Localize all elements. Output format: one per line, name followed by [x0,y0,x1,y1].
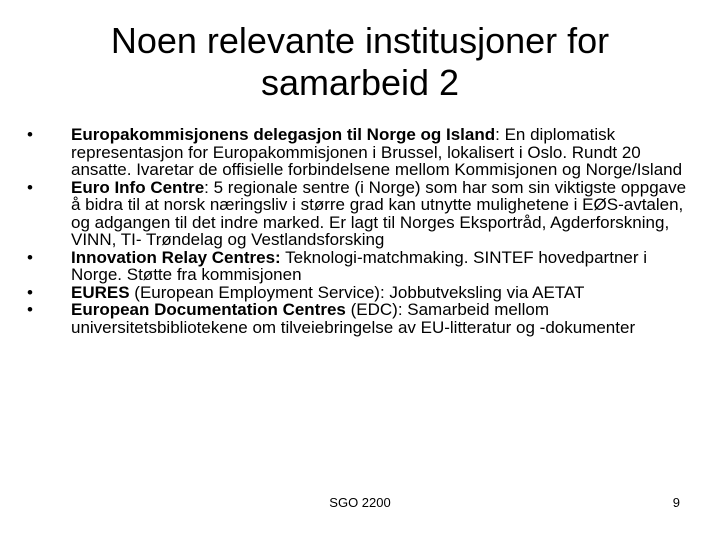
bullet-marker: • [27,247,33,267]
bullet-text: (European Employment Service): Jobbutveksling via AETAT [129,282,585,302]
bullet-item-edc [27,301,695,336]
bullet-item-delegasjon [27,126,695,179]
footer-page-number: 9 [672,495,680,510]
slide-title-line-2: samarbeid 2 [260,62,460,103]
slide-title-line-1: Noen relevante institusjoner for [110,20,610,61]
bullet-marker: • [27,125,33,144]
bullet-marker: • [27,177,33,197]
bullet-marker: • [27,300,33,319]
bullet-text: : 5 regionale sentre (i Norge) som har som sin viktigste oppgave å bidra til at norsk næringsliv i større grad kan utnytte mulighetene i EØS-avtalen, og adgangen til det indre marked. Er lagt til Norges Eksportråd, Agderforskning, VINN, TI- Trøndelag og Vestlandsforsking [71,177,687,249]
slide-title [60,20,660,104]
bullet-item-eures [27,284,695,302]
footer-course-code: SGO 2200 [329,495,391,510]
bullet-heading: Innovation Relay Centres: [71,247,281,267]
bullet-text: Teknologi-matchmaking. SINTEF hovedpartner i Norge. Støtte fra kommisjonen [71,247,648,284]
bullet-heading: Europakommisjonens delegasjon til Norge og Island [71,125,496,144]
bullet-item-innovation-relay [27,249,695,284]
bullet-list [27,126,695,336]
bullet-heading: Euro Info Centre [71,177,205,197]
bullet-text: (EDC): Samarbeid mellom universitetsbibliotekene om tilveiebringelse av EU-litteratur og -dokumenter [71,300,636,337]
bullet-text: : En diplomatisk representasjon for Europakommisjonen i Brussel, lokalisert i Oslo. Rundt 20 ansatte. Ivaretar de offisielle forbindelsene mellom Kommisjonen og Norge/Island [71,125,683,179]
bullet-item-euro-info-centre [27,179,695,249]
bullet-heading: European Documentation Centres [71,300,346,319]
bullet-heading: EURES [71,282,130,302]
bullet-marker: • [27,282,33,302]
